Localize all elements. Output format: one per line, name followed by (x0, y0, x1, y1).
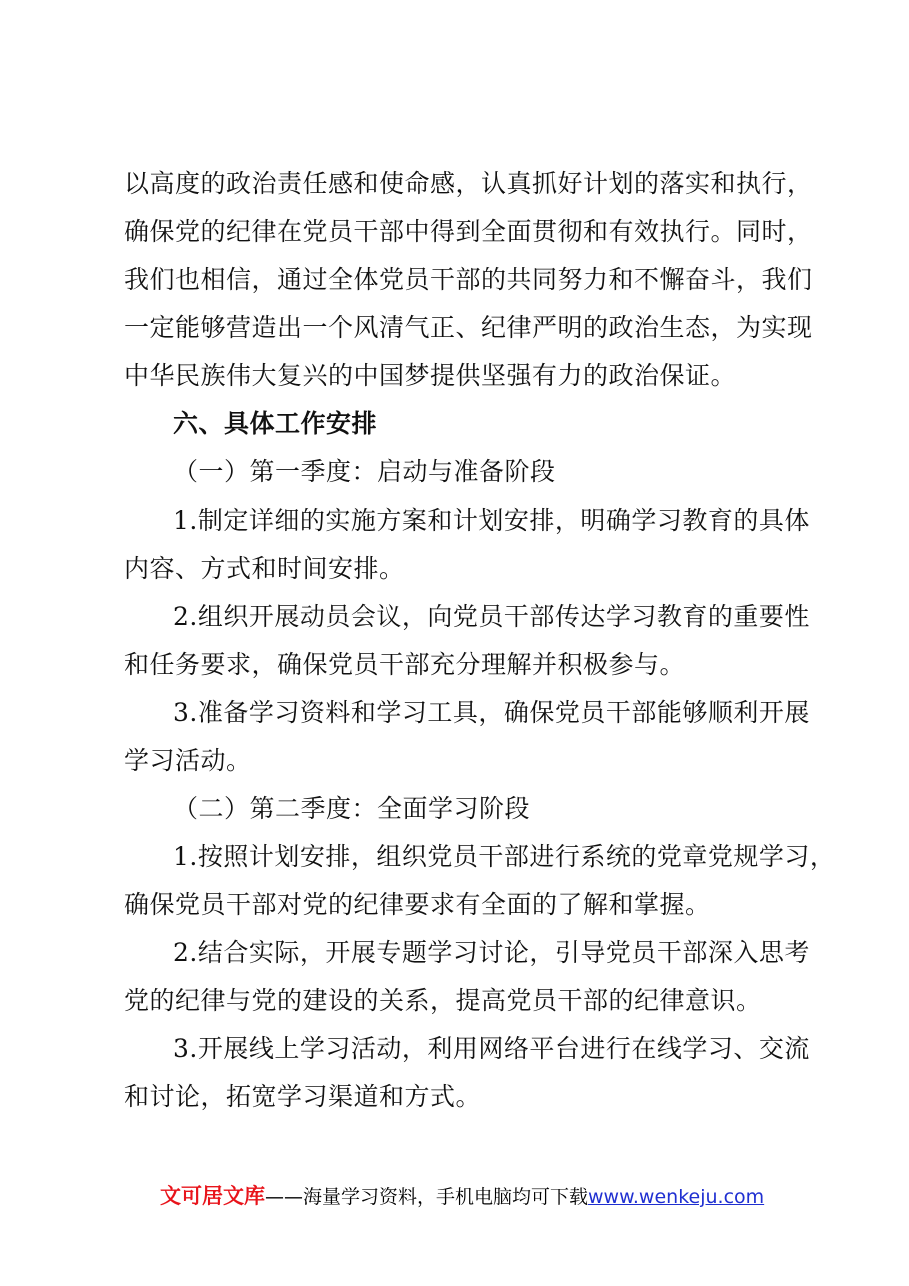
subsection-title-q1: （一）第一季度：启动与准备阶段 (173, 457, 556, 486)
paragraph-line: 我们也相信，通过全体党员干部的共同努力和不懈奋斗，我们 (124, 265, 813, 294)
q1-item-2-cont: 和任务要求，确保党员干部充分理解并积极参与。 (124, 650, 686, 679)
q1-item-3: 3.准备学习资料和学习工具，确保党员干部能够顺利开展 (173, 698, 810, 727)
q1-item-2: 2.组织开展动员会议，向党员干部传达学习教育的重要性 (173, 602, 810, 631)
q2-item-1-cont: 确保党员干部对党的纪律要求有全面的了解和掌握。 (124, 890, 711, 919)
q2-item-2: 2.结合实际，开展专题学习讨论，引导党员干部深入思考 (173, 938, 810, 967)
q2-item-1: 1.按照计划安排，组织党员干部进行系统的党章党规学习， (173, 842, 836, 871)
footer-brand: 文可居文库 (160, 1184, 265, 1208)
q2-item-3-cont: 和讨论，拓宽学习渠道和方式。 (124, 1082, 482, 1111)
footer-url-link[interactable]: www.wenkeju.com (588, 1186, 765, 1208)
section-heading: 六、具体工作安排 (173, 409, 378, 438)
footer-slogan: ——海量学习资料，手机电脑均可下载 (265, 1186, 589, 1208)
q1-item-1-cont: 内容、方式和时间安排。 (124, 554, 405, 583)
q1-item-3-cont: 学习活动。 (124, 746, 252, 775)
paragraph-line: 中华民族伟大复兴的中国梦提供坚强有力的政治保证。 (124, 361, 737, 390)
subsection-title-q2: （二）第二季度：全面学习阶段 (173, 794, 531, 823)
paragraph-line: 确保党的纪律在党员干部中得到全面贯彻和有效执行。同时， (124, 217, 813, 246)
q2-item-2-cont: 党的纪律与党的建设的关系，提高党员干部的纪律意识。 (124, 986, 762, 1015)
q1-item-1: 1.制定详细的实施方案和计划安排，明确学习教育的具体 (173, 506, 810, 535)
paragraph-line: 以高度的政治责任感和使命感，认真抓好计划的落实和执行， (124, 169, 813, 198)
footer-banner (160, 1181, 764, 1211)
paragraph-line: 一定能够营造出一个风清气正、纪律严明的政治生态，为实现 (124, 313, 813, 342)
q2-item-3: 3.开展线上学习活动，利用网络平台进行在线学习、交流 (173, 1034, 810, 1063)
